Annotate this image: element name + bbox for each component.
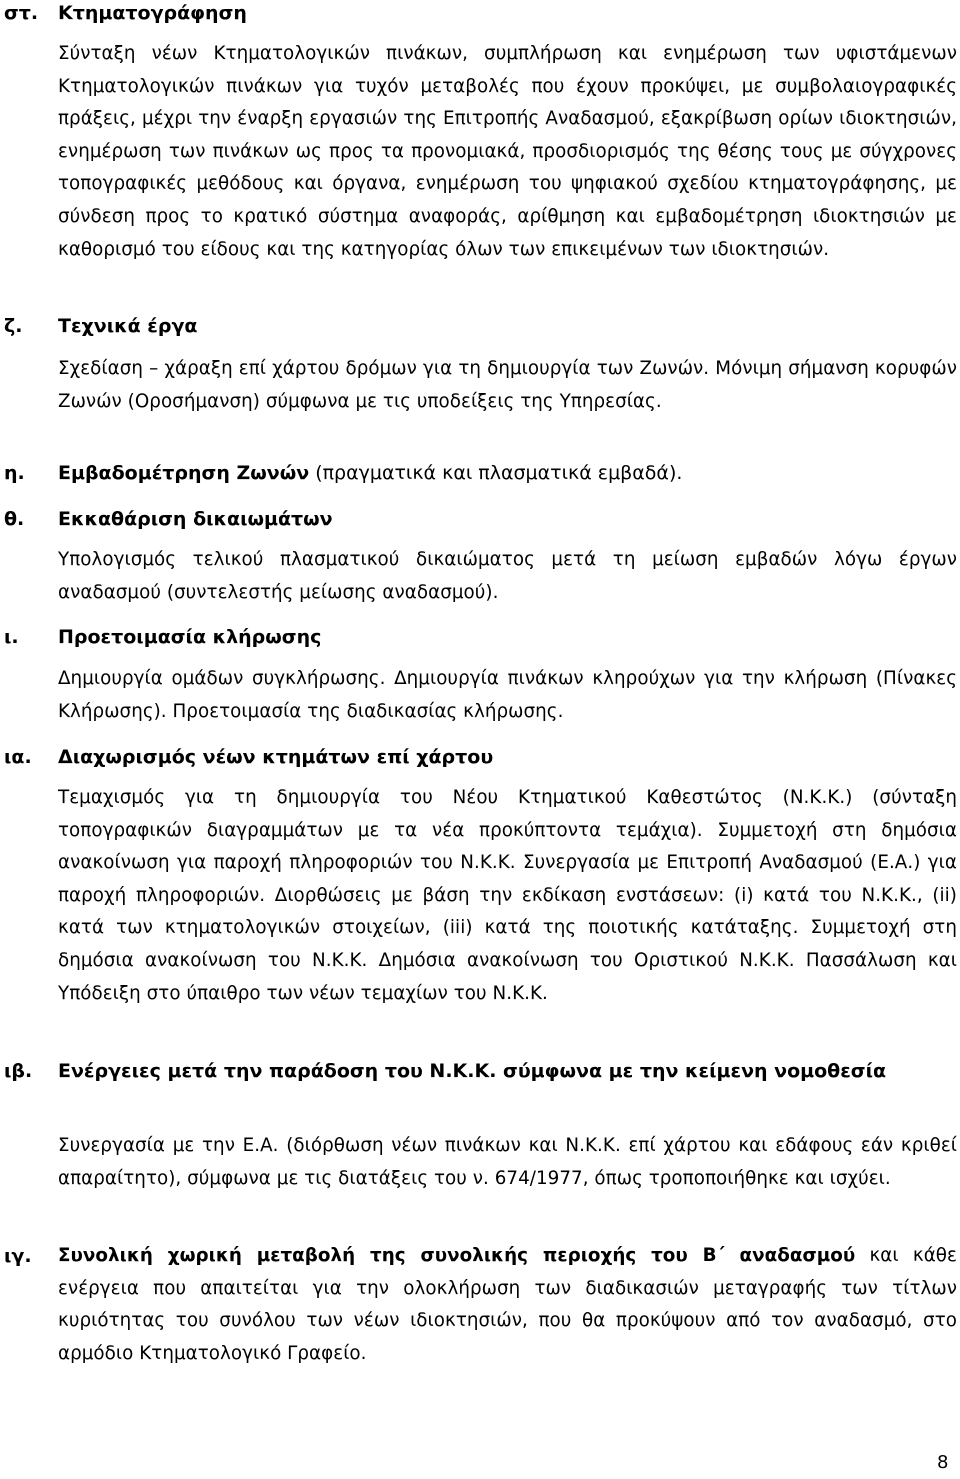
section-heading (58, 460, 953, 486)
section-heading-note: (πραγματικά και πλασματικά εμβαδά). (309, 462, 683, 484)
section-h (0, 460, 960, 486)
section-th (0, 506, 960, 603)
section-body: Δημιουργία ομάδων συγκλήρωσης. Δημιουργία πινάκων κληρούχων για την κλήρωση (Πίνακες Κλήρωσης). Προετοιμασία της διαδικασίας κλήρωσης. (58, 668, 957, 722)
section-i (0, 624, 960, 722)
section-st (0, 0, 960, 260)
section-heading: Εκκαθάριση δικαιωμάτων (58, 508, 333, 530)
page-number: 8 (937, 1452, 949, 1473)
section-z (0, 313, 960, 412)
section-marker: θ. (4, 508, 25, 530)
section-body-text: και κάθε ενέργεια που απαιτείται για την ολοκλήρωση των διαδικασιών μεταγραφής των τίτλων κυριότητας του συνόλου των νέων ιδιοκτησιών, που θα προκύψουν από τον αναδασμό, στο αρμόδιο Κτηματολογικό Γραφείο. (58, 1245, 957, 1364)
section-marker: η. (4, 462, 25, 484)
section-body: Σύνταξη νέων Κτηματολογικών πινάκων, συμπλήρωση και ενημέρωση των υφιστάμενων Κτηματολογικών πινάκων για τυχόν μεταβολές που έχουν προκύψει, με συμβολαιογραφικές πράξεις, μέχρι την έναρξη εργασιών της Επιτροπής Αναδασμού, εξακρίβωση ορίων ιδιοκτησιών, ενημέρωση των πινάκων ως προς τα προνομιακά, προσδιορισμός της θέσης τους με σύγχρονες τοπογραφικές μεθόδους και όργανα, ενημέρωση του ψηφιακού σχεδίου κτηματογράφησης, με σύνδεση προς το κρατικό σύστημα αναφοράς, αρίθμηση και εμβαδομέτρηση ιδιοκτησιών με καθορισμό του είδους και της κατηγορίας όλων των επικειμένων των ιδιοκτησιών. (58, 43, 957, 260)
section-marker: ιβ. (4, 1060, 33, 1082)
section-marker: ι. (4, 626, 19, 648)
section-heading-bold: Εμβαδομέτρηση Ζωνών (58, 462, 310, 484)
section-header (0, 1058, 960, 1084)
section-heading: Προετοιμασία κλήρωσης (58, 626, 322, 648)
section-heading: Διαχωρισμός νέων κτημάτων επί χάρτου (58, 746, 494, 768)
section-heading: Συνολική χωρική μεταβολή της συνολικής περιοχής του Β΄ αναδασμού (58, 1245, 856, 1266)
section-body (58, 1240, 957, 1370)
section-marker: ιγ. (4, 1245, 32, 1267)
section-body: Σχεδίαση – χάραξη επί χάρτου δρόμων για τη δημιουργία των Ζωνών. Μόνιμη σήμανση κορυφών Ζωνών (Οροσήμανση) σύμφωνα με τις υποδείξεις της Υπηρεσίας. (58, 358, 957, 412)
section-body: Υπολογισμός τελικού πλασματικού δικαιώματος μετά τη μείωση εμβαδών λόγω έργων αναδασμού (συντελεστής μείωσης αναδασμού). (58, 549, 957, 603)
section-marker: ια. (4, 746, 32, 768)
section-heading: Ενέργειες μετά την παράδοση του Ν.Κ.Κ. σύμφωνα με την κείμενη νομοθεσία (58, 1060, 887, 1082)
section-header (0, 0, 960, 26)
section-header (0, 313, 960, 339)
section-marker: στ. (4, 2, 39, 24)
section-heading: Τεχνικά έργα (58, 315, 198, 337)
section-header (0, 506, 960, 532)
section-header (0, 624, 960, 650)
section-body: Τεμαχισμός για τη δημιουργία του Νέου Κτηματικού Καθεστώτος (Ν.Κ.Κ.) (σύνταξη τοπογραφικών διαγραμμάτων με τα νέα προκύπτοντα τεμάχια). Συμμετοχή στη δημόσια ανακοίνωση για παροχή πληροφοριών του Ν.Κ.Κ. Συνεργασία με Επιτροπή Αναδασμού (Ε.Α.) για παροχή πληροφοριών. Διορθώσεις με βάση την εκδίκαση ενστάσεων: (i) κατά του Ν.Κ.Κ., (ii) κατά των κτηματολογικών στοιχείων, (iii) κατά της ποιοτικής κατάταξης. Συμμετοχή στη δημόσια ανακοίνωση του Ν.Κ.Κ. Δημόσια ανακοίνωση του Οριστικού Ν.Κ.Κ. Πασσάλωση και Υπόδειξη στο ύπαιθρο των νέων τεμαχίων του Ν.Κ.Κ. (58, 787, 957, 1004)
section-marker: ζ. (4, 315, 23, 337)
section-heading: Κτηματογράφηση (58, 2, 247, 24)
section-body: Συνεργασία με την Ε.Α. (διόρθωση νέων πινάκων και Ν.Κ.Κ. επί χάρτου και εδάφους εάν κριθεί απαραίτητο), σύμφωνα με τις διατάξεις του ν. 674/1977, όπως τροποποιήθηκε και ισχύει. (58, 1135, 957, 1189)
section-ib (0, 1058, 960, 1189)
section-header (0, 744, 960, 770)
section-header (0, 460, 960, 486)
section-ia (0, 744, 960, 1004)
